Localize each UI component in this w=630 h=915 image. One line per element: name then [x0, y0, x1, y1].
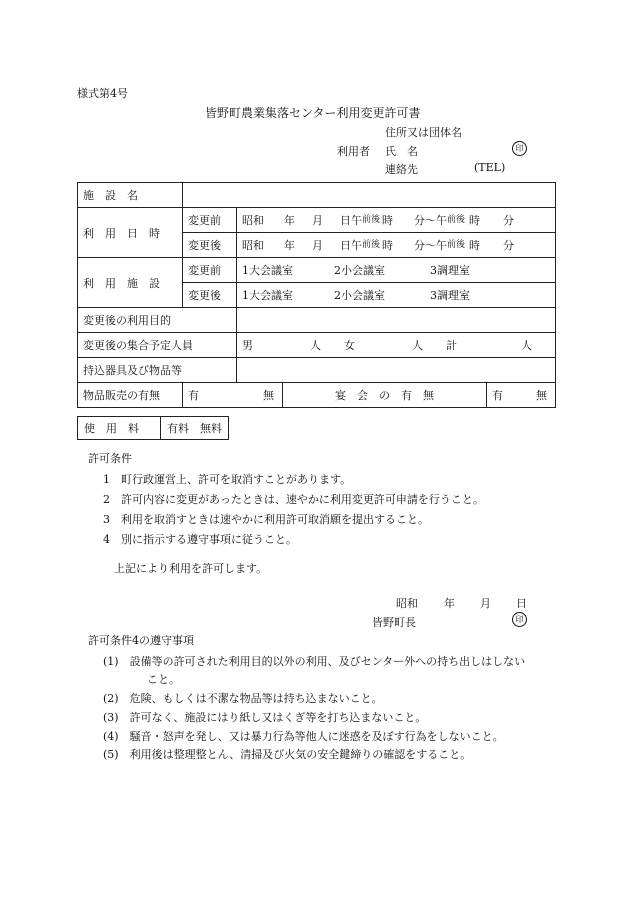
- person-unit: 人: [521, 339, 532, 352]
- minute-to-text: 分〜午: [414, 239, 447, 252]
- day-noon-text: 日午: [340, 214, 362, 227]
- room2-option[interactable]: 2小会議室: [334, 264, 385, 277]
- hour-text: 時: [469, 214, 480, 227]
- sales-label: 物品販売の有無: [78, 383, 183, 408]
- purpose-field[interactable]: [237, 308, 556, 333]
- room2-option[interactable]: 2小会議室: [334, 289, 385, 302]
- sales-yes[interactable]: 有: [188, 389, 199, 402]
- condition-item: 3 利用を取消すときは速やかに利用許可取消願を提出すること。: [103, 513, 429, 526]
- person-unit: 人: [310, 339, 321, 352]
- month-text: 月: [312, 239, 323, 252]
- application-table: [77, 182, 556, 408]
- user-label: 利用者: [337, 145, 370, 158]
- facility-name-label: 施 設 名: [78, 183, 183, 208]
- people-field[interactable]: [237, 333, 556, 358]
- items-row: [78, 358, 556, 383]
- ampm-stack: 前後: [447, 239, 466, 250]
- condition-item: 4 別に指示する遵守事項に従うこと。: [103, 533, 297, 546]
- male-label: 男: [242, 339, 253, 352]
- female-label: 女: [344, 339, 355, 352]
- facility-label: 利 用 施 設: [78, 258, 183, 308]
- facility-name-field[interactable]: [183, 183, 556, 208]
- minute-text: 分: [503, 239, 514, 252]
- sales-no[interactable]: 無: [263, 389, 274, 402]
- sales-row: [78, 383, 556, 408]
- people-row: [78, 333, 556, 358]
- rule-item: (2) 危険、もしくは不潔な物品等は持ち込まないこと。: [103, 692, 383, 705]
- hour-text: 時: [469, 239, 480, 252]
- hour-text: 時: [382, 214, 393, 227]
- items-field[interactable]: [237, 358, 556, 383]
- era-text: 昭和: [242, 239, 264, 252]
- banquet-yes[interactable]: 有: [492, 389, 503, 402]
- items-label: 持込器具及び物品等: [78, 358, 237, 383]
- sales-options[interactable]: [183, 383, 283, 407]
- name-label: 氏 名: [385, 145, 418, 158]
- minute-text: 分: [503, 214, 514, 227]
- total-label: 計: [446, 339, 457, 352]
- rules-heading: 許可条件4の遵守事項: [88, 634, 194, 647]
- ampm-stack: 前後: [362, 239, 381, 250]
- fee-table: [77, 416, 229, 440]
- mayor-seal-icon: 印: [512, 612, 527, 627]
- before-label: 変更前: [183, 258, 237, 283]
- address-label: 住所又は団体名: [385, 126, 462, 139]
- form-number: 様式第4号: [77, 87, 128, 100]
- rooms-after-field[interactable]: [237, 283, 556, 308]
- ampm-stack: 前後: [447, 214, 466, 225]
- rule-item: (5) 利用後は整理整とん、清掃及び火気の安全鍵締りの確認をすること。: [103, 748, 472, 761]
- applicant-seal-icon: 印: [512, 141, 527, 156]
- date-after-field[interactable]: [237, 233, 556, 258]
- hour-text: 時: [382, 239, 393, 252]
- minute-to-text: 分〜午: [414, 214, 447, 227]
- approval-text: 上記により利用を許可します。: [114, 562, 268, 575]
- person-unit: 人: [412, 339, 423, 352]
- rule-item: (3) 許可なく、施設にはり紙し又はくぎ等を打ち込まないこと。: [103, 711, 427, 724]
- before-label: 変更前: [183, 208, 237, 233]
- month-text: 月: [312, 214, 323, 227]
- fee-options[interactable]: 有料 無料: [161, 417, 229, 440]
- use-date-before-row: [78, 208, 556, 233]
- room1-option[interactable]: 1大会議室: [242, 264, 293, 277]
- room1-option[interactable]: 1大会議室: [242, 289, 293, 302]
- date-before-field[interactable]: [237, 208, 556, 233]
- room3-option[interactable]: 3調理室: [430, 264, 470, 277]
- banquet-options[interactable]: [487, 383, 555, 407]
- after-label: 変更後: [183, 233, 237, 258]
- ampm-stack: 前後: [362, 214, 381, 225]
- condition-item: 1 町行政運営上、許可を取消すことがあります。: [103, 473, 352, 486]
- purpose-label: 変更後の利用目的: [78, 308, 237, 333]
- condition-item: 2 許可内容に変更があったときは、速やかに利用変更許可申請を行うこと。: [103, 493, 484, 506]
- rooms-before-field[interactable]: [237, 258, 556, 283]
- facility-before-row: [78, 258, 556, 283]
- year-text: 年: [284, 239, 295, 252]
- year-text: 年: [284, 214, 295, 227]
- banquet-no[interactable]: 無: [536, 389, 547, 402]
- page-title: 皆野町農業集落センター利用変更許可書: [205, 106, 421, 120]
- sales-banquet-cell: [183, 383, 556, 408]
- room3-option[interactable]: 3調理室: [430, 289, 470, 302]
- after-label: 変更後: [183, 283, 237, 308]
- facility-name-row: [78, 183, 556, 208]
- rule-item: (1) 設備等の許可された利用目的以外の利用、及びセンター外への持ち出しはしない: [103, 655, 526, 668]
- mayor-label: 皆野町長: [372, 616, 416, 629]
- era-text: 昭和: [242, 214, 264, 227]
- day-noon-text: 日午: [340, 239, 362, 252]
- use-date-label: 利 用 日 時: [78, 208, 183, 258]
- fee-label: 使 用 料: [78, 417, 161, 440]
- purpose-row: [78, 308, 556, 333]
- conditions-heading: 許可条件: [88, 452, 132, 465]
- approval-date: 昭和 年 月 日: [396, 597, 527, 610]
- contact-label: 連絡先: [385, 163, 418, 176]
- tel-label: (TEL): [474, 161, 506, 174]
- rule-item-continuation: こと。: [147, 673, 180, 686]
- rule-item: (4) 騒音・怒声を発し、又は暴力行為等他人に迷惑を及ぼす行為をしないこと。: [103, 730, 504, 743]
- people-label: 変更後の集合予定人員: [78, 333, 237, 358]
- banquet-label: 宴 会 の 有 無: [283, 383, 487, 407]
